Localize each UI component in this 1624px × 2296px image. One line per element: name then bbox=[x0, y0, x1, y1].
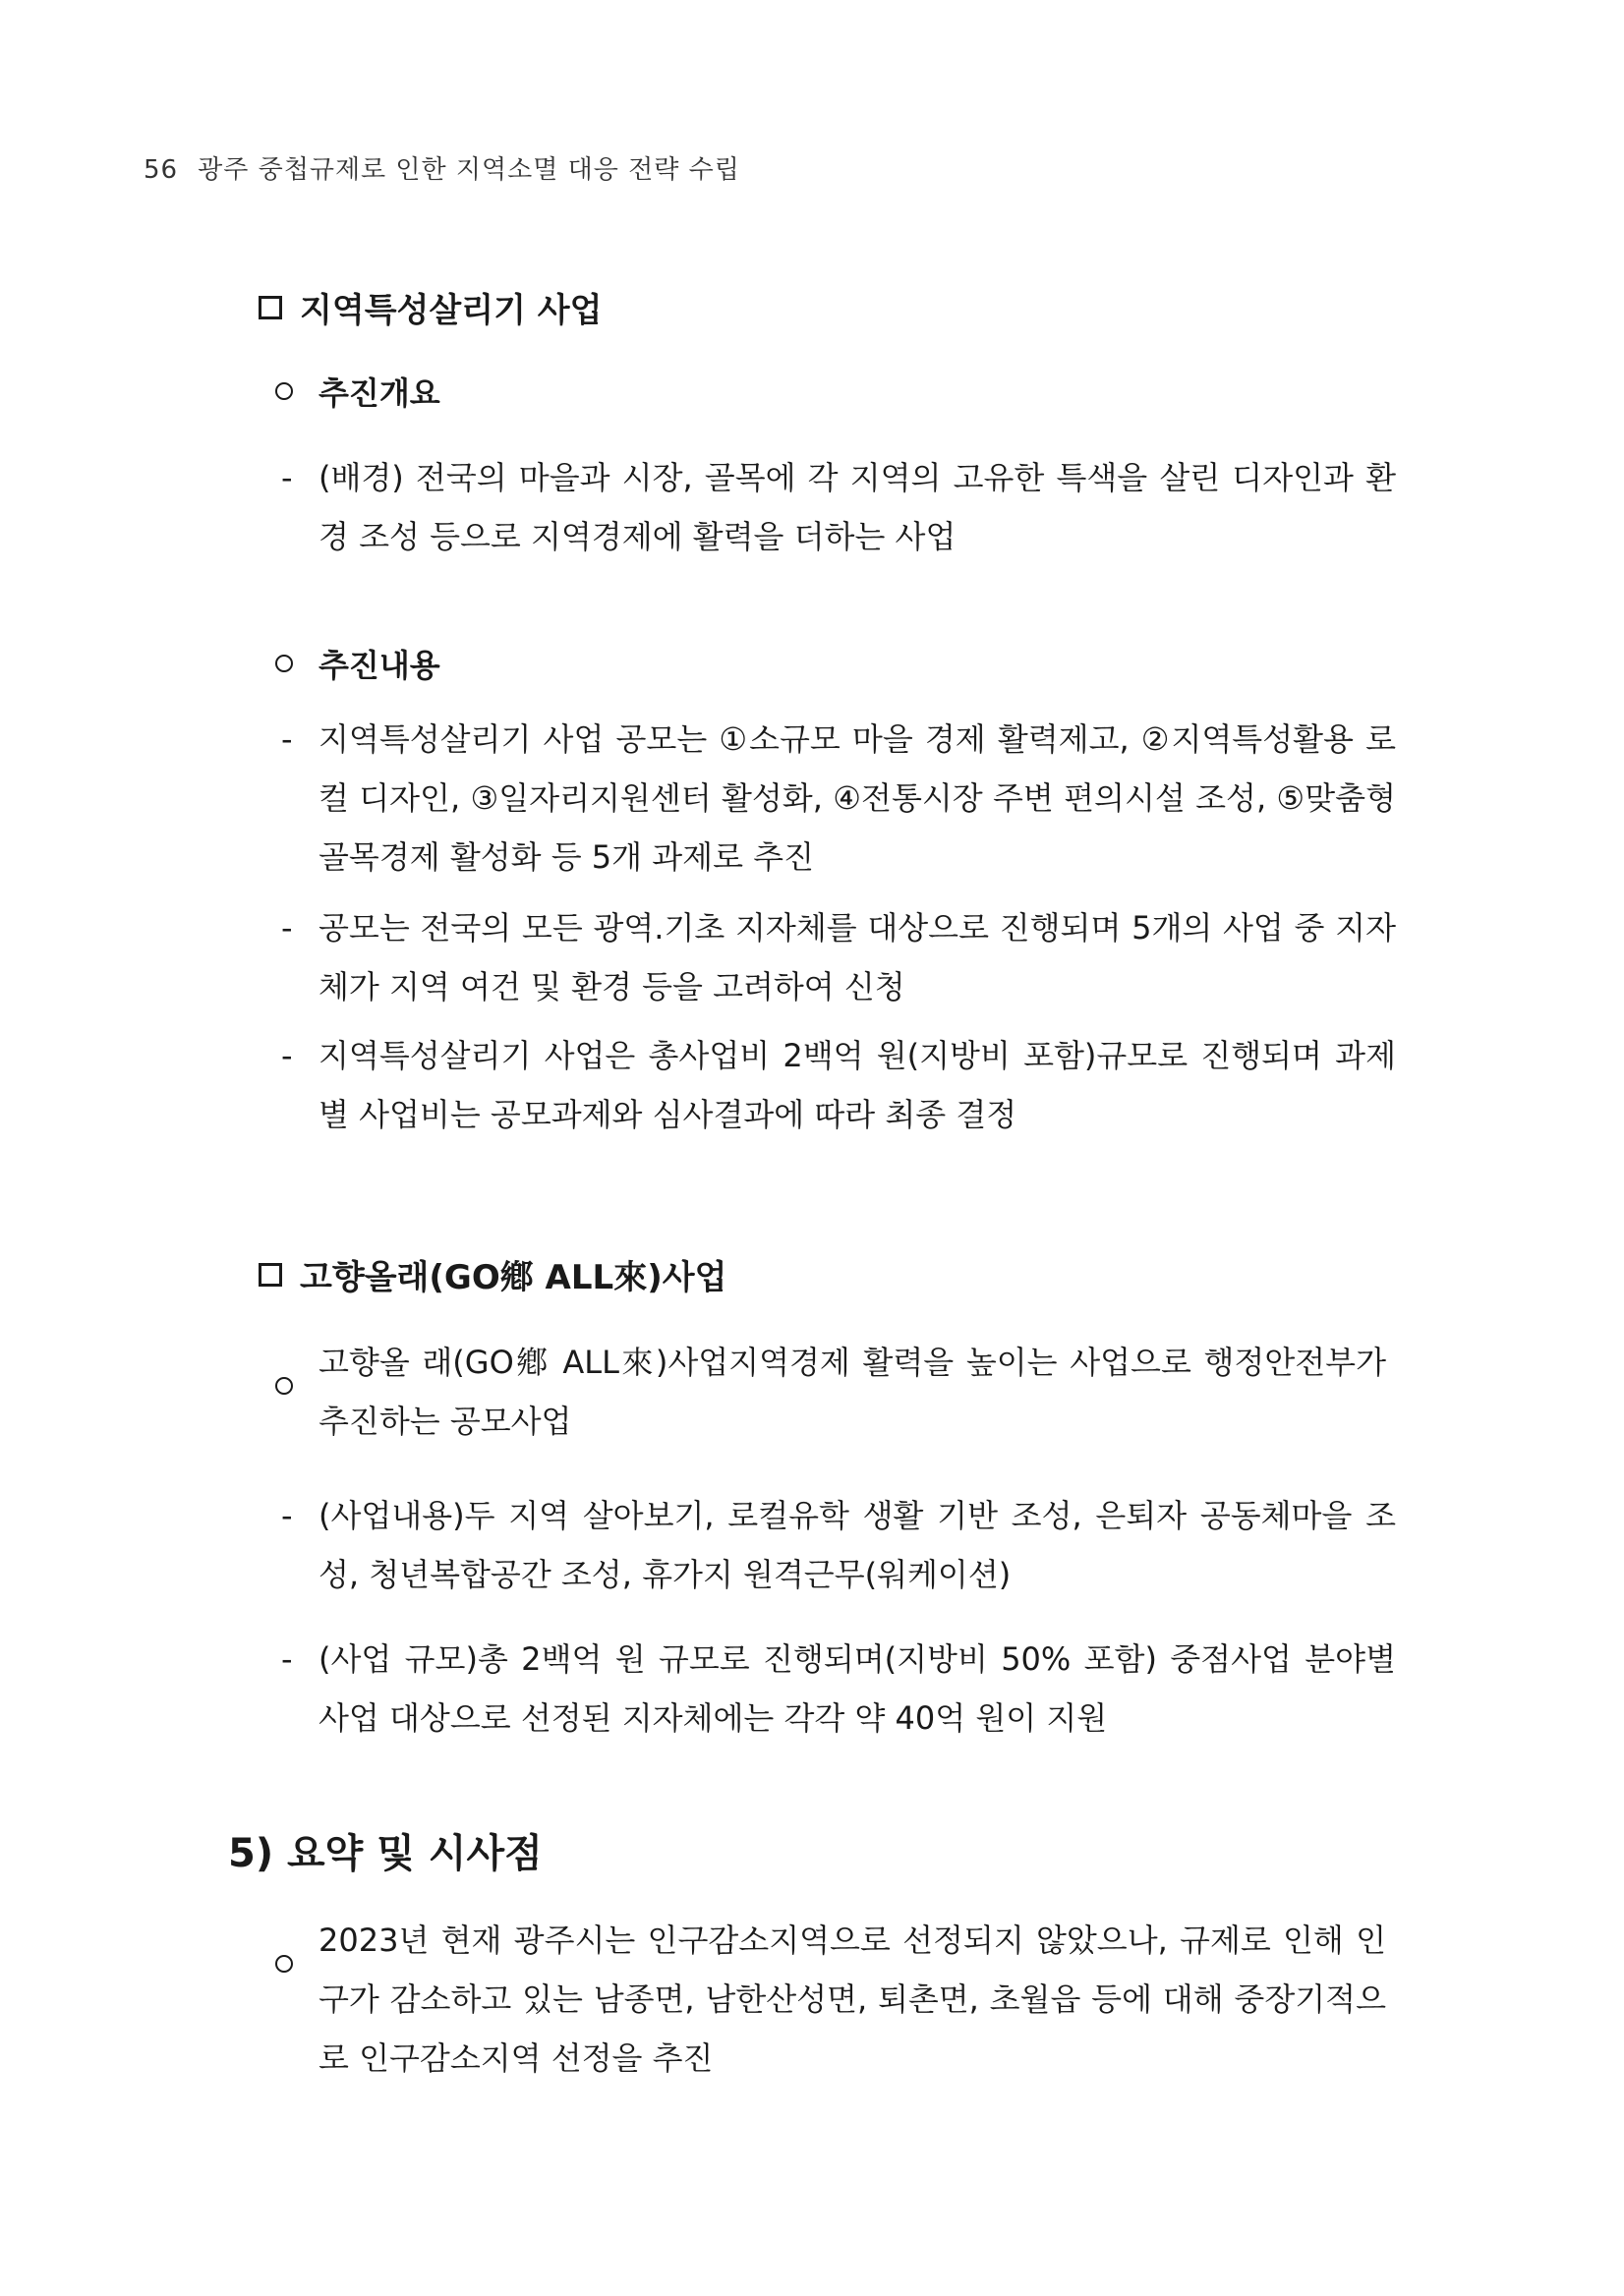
content-item-3: - 지역특성살리기 사업은 총사업비 2백억 원(지방비 포함)규모로 진행되며 과제별 사업비는 공모과제와 심사결과에 따라 최종 결정 bbox=[285, 1026, 1396, 1144]
goyang-item-2: - (사업 규모)총 2백억 원 규모로 진행되며(지방비 50% 포함) 중점사업 분야별 사업 대상으로 선정된 지자체에는 각각 약 40억 원이 지원 bbox=[285, 1630, 1396, 1748]
running-title: 광주 중첩규제로 인한 지역소멸 대응 전략 수립 bbox=[198, 155, 740, 185]
dash-bullet: - bbox=[281, 1640, 293, 1678]
content-item-2: - 공모는 전국의 모든 광역.기초 지자체를 대상으로 진행되며 5개의 사업 중 지자체가 지역 여건 및 환경 등을 고려하여 신청 bbox=[285, 898, 1396, 1016]
circle-bullet-icon bbox=[275, 655, 293, 672]
goyang-item-1: - (사업내용)두 지역 살아보기, 로컬유학 생활 기반 조성, 은퇴자 공동체마을 조성, 청년복합공간 조성, 휴가지 원격근무(워케이션) bbox=[285, 1486, 1396, 1604]
summary-paragraph: 2023년 현재 광주시는 인구감소지역으로 선정되지 않았으나, 규제로 인해 인구가 감소하고 있는 남종면, 남한산성면, 퇴촌면, 초월읍 등에 대해 중장기적으로 인구감소지역 선정을 추진 bbox=[275, 1911, 1386, 2088]
dash-bullet: - bbox=[281, 909, 293, 947]
circle-bullet-icon bbox=[275, 1932, 293, 1991]
page-number: 56 bbox=[144, 155, 179, 185]
dash-bullet: - bbox=[281, 459, 293, 496]
dash-bullet: - bbox=[281, 1037, 293, 1074]
section-title-summary: 5) 요약 및 시사점 bbox=[228, 1831, 543, 1876]
checkbox-square-icon bbox=[259, 1263, 282, 1287]
page-header bbox=[144, 149, 740, 186]
goyang-intro: 고향올 래(GO鄕 ALL來)사업지역경제 활력을 높이는 사업으로 행정안전부가 추진하는 공모사업 bbox=[275, 1333, 1386, 1451]
circle-bullet-icon bbox=[275, 382, 293, 400]
dash-bullet: - bbox=[281, 720, 293, 758]
subheading-content: 추진내용 bbox=[275, 641, 440, 686]
dash-bullet: - bbox=[281, 1497, 293, 1534]
checkbox-square-icon bbox=[259, 296, 282, 319]
subheading-overview: 추진개요 bbox=[275, 369, 440, 414]
section-heading-local-character: 지역특성살리기 사업 bbox=[259, 283, 602, 331]
content-item-1: - 지역특성살리기 사업 공모는 ①소규모 마을 경제 활력제고, ②지역특성활용 로컬 디자인, ③일자리지원센터 활성화, ④전통시장 주변 편의시설 조성, ⑤맞춤형 골목경제 활성화 등 5개 과제로 추진 bbox=[285, 710, 1396, 887]
section-heading-goyang-allrae: 고향올래(GO鄕 ALL來)사업 bbox=[259, 1250, 726, 1298]
circle-bullet-icon bbox=[275, 1354, 293, 1413]
overview-paragraph: - (배경) 전국의 마을과 시장, 골목에 각 지역의 고유한 특색을 살린 디자인과 환경 조성 등으로 지역경제에 활력을 더하는 사업 bbox=[285, 448, 1396, 566]
